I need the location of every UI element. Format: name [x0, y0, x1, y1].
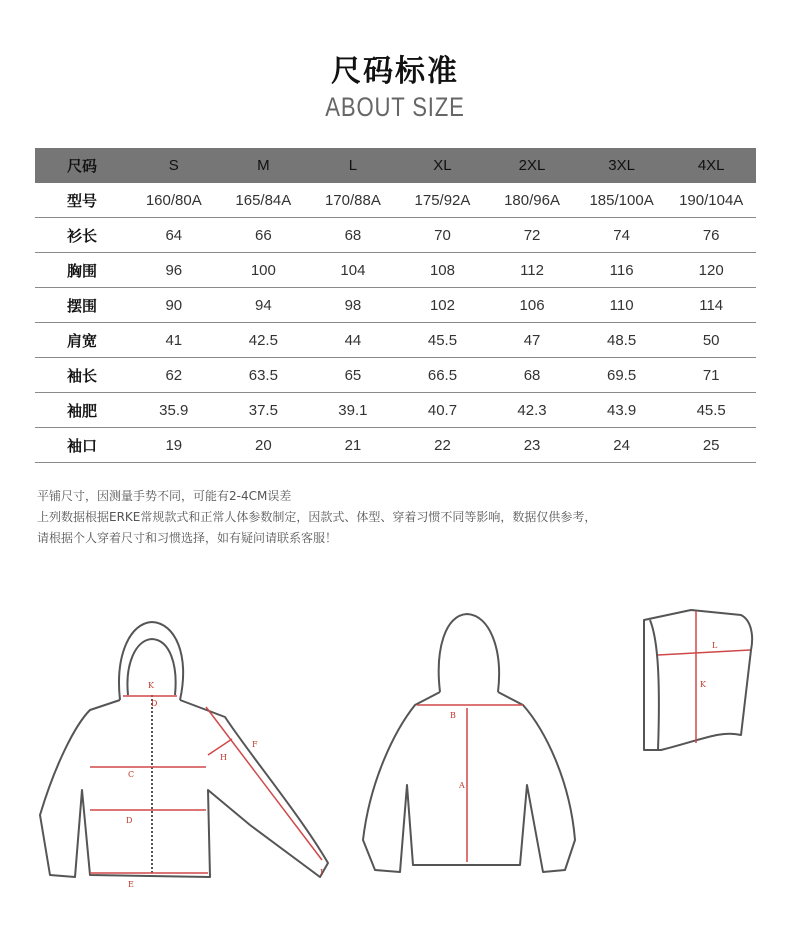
- size-value-cell: 102: [398, 288, 488, 323]
- size-notes: [37, 486, 596, 549]
- size-value-cell: 24: [577, 428, 667, 463]
- size-value-cell: 25: [666, 428, 756, 463]
- size-value-cell: 114: [666, 288, 756, 323]
- size-table: [35, 148, 756, 463]
- size-value-cell: 76: [666, 218, 756, 253]
- size-value-cell: 45.5: [398, 323, 488, 358]
- size-value-cell: 47: [487, 323, 577, 358]
- mark-label-e: E: [128, 880, 134, 889]
- size-value-cell: 69.5: [577, 358, 667, 393]
- mark-label-i: I: [320, 868, 324, 877]
- size-value-cell: 40.7: [398, 393, 488, 428]
- size-value-cell: 112: [487, 253, 577, 288]
- size-value-cell: 106: [487, 288, 577, 323]
- front-jacket-diagram: [30, 615, 340, 895]
- size-value-cell: 74: [577, 218, 667, 253]
- mark-label-h: H: [220, 753, 227, 762]
- size-value-cell: 20: [219, 428, 309, 463]
- mark-label-d2: D: [126, 816, 133, 825]
- size-value-cell: 180/96A: [487, 183, 577, 218]
- size-value-cell: 110: [577, 288, 667, 323]
- mark-label-c: C: [128, 770, 135, 779]
- size-value-cell: 65: [308, 358, 398, 393]
- size-value-cell: 43.9: [577, 393, 667, 428]
- size-value-cell: 50: [666, 323, 756, 358]
- size-value-cell: 71: [666, 358, 756, 393]
- size-value-cell: 170/88A: [308, 183, 398, 218]
- size-col-header: L: [308, 148, 398, 183]
- row-label: 肩宽: [35, 323, 129, 358]
- size-value-cell: 42.3: [487, 393, 577, 428]
- size-value-cell: 66: [219, 218, 309, 253]
- row-label: 衫长: [35, 218, 129, 253]
- size-value-cell: 23: [487, 428, 577, 463]
- size-table-row: [35, 253, 756, 288]
- size-value-cell: 68: [308, 218, 398, 253]
- size-table-row: [35, 183, 756, 218]
- row-label: 胸围: [35, 253, 129, 288]
- size-col-header: S: [129, 148, 219, 183]
- size-value-cell: 68: [487, 358, 577, 393]
- mark-label-k-hood: K: [700, 680, 706, 689]
- size-value-cell: 70: [398, 218, 488, 253]
- size-table-row: [35, 358, 756, 393]
- size-col-header: 4XL: [666, 148, 756, 183]
- page-title: 尺码标准: [331, 54, 459, 89]
- size-value-cell: 94: [219, 288, 309, 323]
- size-value-cell: 44: [308, 323, 398, 358]
- header-label: 尺码: [35, 148, 129, 183]
- size-value-cell: 35.9: [129, 393, 219, 428]
- row-label: 摆围: [35, 288, 129, 323]
- size-value-cell: 120: [666, 253, 756, 288]
- size-value-cell: 175/92A: [398, 183, 488, 218]
- mark-label-l: L: [712, 641, 718, 650]
- row-label: 袖口: [35, 428, 129, 463]
- mark-label-k: K: [148, 681, 154, 690]
- size-value-cell: 37.5: [219, 393, 309, 428]
- mark-label-f: F: [252, 740, 258, 749]
- note-line: 平铺尺寸，因测量手势不同，可能有2-4CM误差: [37, 489, 292, 503]
- size-value-cell: 64: [129, 218, 219, 253]
- size-value-cell: 63.5: [219, 358, 309, 393]
- size-value-cell: 39.1: [308, 393, 398, 428]
- size-table-row: [35, 428, 756, 463]
- note-line: 上列数据根据ERKE常规款式和正常人体参数制定，因款式、体型、穿着习惯不同等影响，数据仅供参考，: [37, 510, 597, 524]
- size-value-cell: 48.5: [577, 323, 667, 358]
- mark-label-b: B: [450, 711, 456, 720]
- size-table-row: [35, 393, 756, 428]
- size-value-cell: 62: [129, 358, 219, 393]
- size-value-cell: 96: [129, 253, 219, 288]
- mark-label-d: D: [151, 699, 158, 708]
- mark-label-a: A: [459, 781, 465, 790]
- back-jacket-diagram: [355, 610, 585, 885]
- size-header-row: [35, 148, 756, 183]
- size-value-cell: 19: [129, 428, 219, 463]
- size-col-header: 2XL: [487, 148, 577, 183]
- note-line: 请根据个人穿着尺寸和习惯选择，如有疑问请联系客服！: [37, 531, 338, 545]
- size-value-cell: 98: [308, 288, 398, 323]
- size-table-row: [35, 288, 756, 323]
- size-value-cell: 21: [308, 428, 398, 463]
- size-value-cell: 42.5: [219, 323, 309, 358]
- size-col-header: M: [219, 148, 309, 183]
- size-value-cell: 165/84A: [219, 183, 309, 218]
- row-label: 型号: [35, 183, 129, 218]
- hood-diagram: [636, 605, 760, 755]
- row-label: 袖肥: [35, 393, 129, 428]
- size-col-header: XL: [398, 148, 488, 183]
- size-value-cell: 108: [398, 253, 488, 288]
- size-value-cell: 41: [129, 323, 219, 358]
- size-value-cell: 116: [577, 253, 667, 288]
- size-table-row: [35, 323, 756, 358]
- size-value-cell: 90: [129, 288, 219, 323]
- size-value-cell: 72: [487, 218, 577, 253]
- size-col-header: 3XL: [577, 148, 667, 183]
- size-value-cell: 104: [308, 253, 398, 288]
- row-label: 袖长: [35, 358, 129, 393]
- size-value-cell: 190/104A: [666, 183, 756, 218]
- size-value-cell: 160/80A: [129, 183, 219, 218]
- size-value-cell: 66.5: [398, 358, 488, 393]
- size-value-cell: 45.5: [666, 393, 756, 428]
- size-value-cell: 100: [219, 253, 309, 288]
- size-table-row: [35, 218, 756, 253]
- page-subtitle: ABOUT SIZE: [325, 92, 465, 122]
- size-value-cell: 22: [398, 428, 488, 463]
- size-value-cell: 185/100A: [577, 183, 667, 218]
